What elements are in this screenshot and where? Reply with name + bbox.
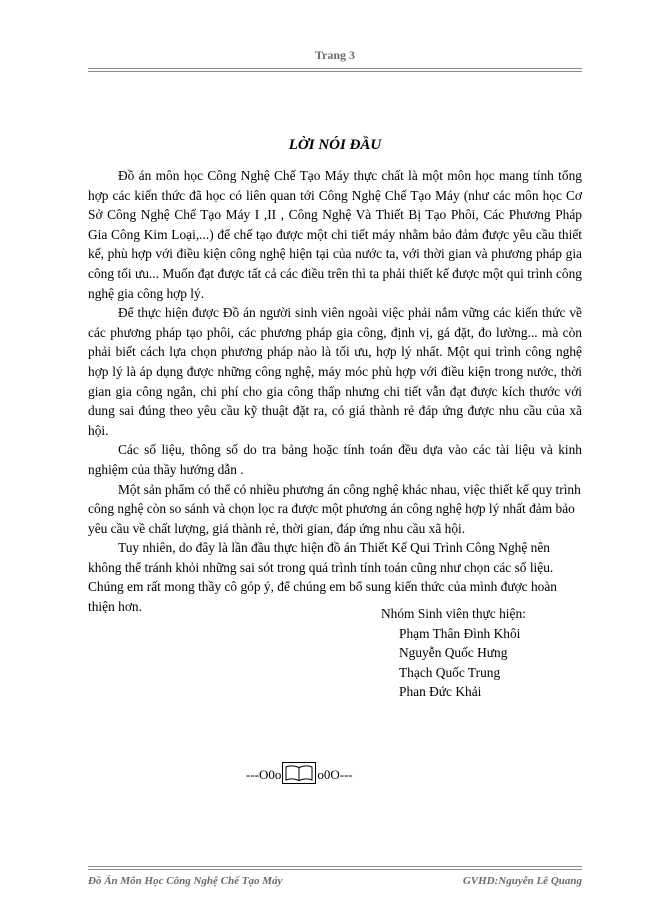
- footer-instructor: GVHD:Nguyễn Lê Quang: [462, 875, 582, 887]
- ornament-divider: [246, 762, 353, 788]
- header-rule: [88, 68, 582, 72]
- paragraph-4: Một sản phẩm có thể có nhiều phương án công nghệ khác nhau, việc thiết kế quy trình công nghệ còn so sánh và chọn lọc ra được một phương án công nghệ hợp lý nhất đảm bảo yêu cầu về chất lượng, giá thành rẻ, thời gian, đáp ứng nhu cầu xã hội.: [88, 481, 581, 536]
- ornament-left: ---O0o: [246, 767, 282, 782]
- body-text: [88, 166, 582, 617]
- footer-rule: [88, 866, 582, 870]
- student-name: Phan Đức Khải: [399, 684, 482, 700]
- signature-label: Nhóm Sinh viên thực hiện:: [381, 606, 526, 621]
- signature-block: [381, 604, 526, 702]
- student-name: Nguyễn Quốc Hưng: [399, 645, 508, 661]
- student-name: Thạch Quốc Trung: [399, 664, 501, 680]
- book-icon: [282, 762, 316, 788]
- paragraph-2: Để thực hiện được Đồ án người sinh viên ngoài việc phải nắm vững các kiến thức về các phương pháp tạo phôi, các phương pháp gia công, định vị, gá đặt, đo lường... mà còn phải biết cách lựa chọn phương pháp nào là tối ưu, hợp lý nhất. Một qui trình công nghệ hợp lý là áp dụng được những công nghệ, máy móc phù hợp với điều kiện trong nước, thời gian gia công ngắn, chi phí cho gia công thấp nhưng chi tiết vẫn đạt được kích thước với dung sai đúng theo yêu cầu kỹ thuật đặt ra, có giá thành rẻ đáp ứng được nhu cầu của xã hội.: [88, 305, 582, 438]
- document-title: LỜI NÓI ĐẦU: [288, 137, 382, 153]
- paragraph-3: Các số liệu, thông số do tra bảng hoặc tính toán đều dựa vào các tài liệu và kinh nghiệm của thầy hướng dẫn .: [88, 442, 582, 477]
- paragraph-5: Tuy nhiên, do đây là lần đầu thực hiện đồ án Thiết Kế Qui Trình Công Nghệ nên không thể tránh khỏi những sai sót trong quá trình tính toán cũng như chọn các số liệu. Chúng em rất mong thầy cô góp ý, để chúng em bổ sung kiến thức của mình được hoàn thiện hơn.: [88, 540, 557, 615]
- footer-course-title: Đồ Án Môn Học Công Nghệ Chế Tạo Máy: [88, 875, 283, 887]
- student-name: Phạm Thân Đình Khôi: [399, 625, 521, 641]
- page-header: Trang 3: [314, 48, 356, 62]
- paragraph-1: Đồ án môn học Công Nghệ Chế Tạo Máy thực chất là một môn học mang tính tổng hợp các kiến thức đã học có liên quan tới Công Nghệ Chế Tạo Máy (như các môn học Cơ Sở Công Nghệ Chế Tạo Máy I ,II , Công Nghệ Và Thiết Bị Tạo Phôi, Các Phương Pháp Gia Công Kim Loại,...) để chế tạo được một chi tiết máy nhằm bảo đảm được yêu cầu thiết kế, phù hợp với điều kiện công nghệ hiện tại của nước ta, với thời gian và phương pháp gia công tối ưu... Muốn đạt được tất cả các điều trên thì ta phải thiết kế được một qui trình công nghệ gia công hợp lý.: [88, 168, 582, 301]
- ornament-right: o0O---: [317, 767, 353, 782]
